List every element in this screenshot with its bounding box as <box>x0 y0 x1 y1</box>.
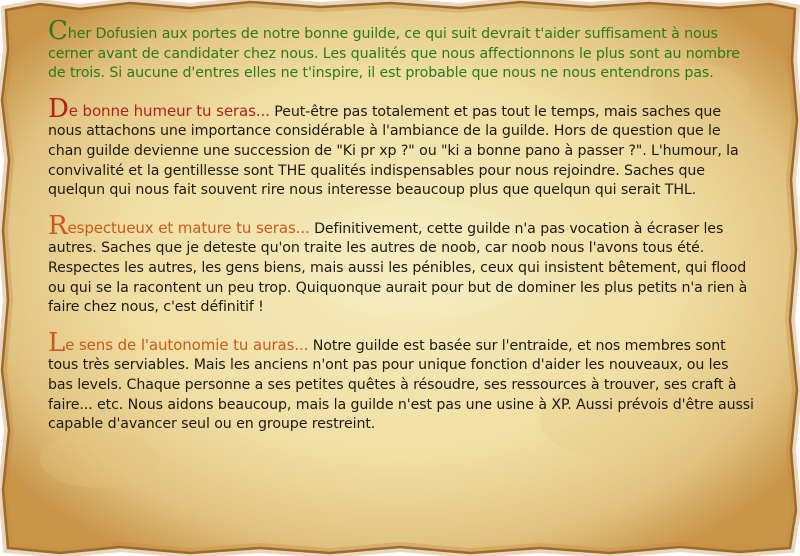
intro-dropcap: C <box>48 16 68 46</box>
section-respectueux <box>48 210 756 318</box>
section-text: Peut-être pas totalement et pas tout le temps, mais saches que nous attachons une importance considérable à l'ambiance de la guilde. Hors de question que le chan guilde devienne une succession de "Ki pr xp ?" ou "ki a bonne pano à passer ?". L'humour, la convivalité et la gentillesse sont THE qualités indispensables pour nous rejoindre. Saches que quelqun qui nous fait souvent rire nous interesse beaucoup plus que quelqun qui serait THL. <box>48 103 739 199</box>
intro-text: her Dofusien aux portes de notre bonne guilde, ce qui suit devrait t'aider suffisament à nous cerner avant de candidater chez nous. Les qualités que nous affectionnons le plus sont au nombre de trois. Si aucune d'entres elles ne t'inspire, il est probable que nous ne nous entendrons pas. <box>48 26 740 82</box>
section-heading: e sens de l'autonomie tu auras... <box>65 335 309 354</box>
letter-content <box>48 16 756 451</box>
section-heading: espectueux et mature tu seras... <box>67 218 310 237</box>
intro-paragraph <box>48 16 756 84</box>
section-autonomie <box>48 327 756 435</box>
section-dropcap: R <box>48 210 68 241</box>
section-heading: e bonne humeur tu seras... <box>68 101 270 120</box>
section-dropcap: L <box>48 327 66 358</box>
section-text: Definitivement, cette guilde n'a pas vocation à écraser les autres. Saches que je deteste qu'on traite les autres de noob, car noob nous l'avons tous été. Respectes les autres, les gens biens, mais aussi les pénibles, ceux qui insistent bêtement, qui flood ou qui se la racontent un peu trop. Quiquonque aurait pour but de dominer les plus petits n'a rien à faire chez nous, c'est définitif ! <box>48 220 748 316</box>
section-bonne-humeur <box>48 93 756 201</box>
section-text: Notre guilde est basée sur l'entraide, et nos membres sont tous très serviables. Mais les anciens n'ont pas pour unique fonction d'aider les nouveaux, ou les bas levels. Chaque personne a ses petites quêtes à résoudre, ses ressources à trouver, ses craft à faire... etc. Nous aidons beaucoup, mais la guilde n'est pas une usine à XP. Aussi prévois d'être aussi capable d'avancer seul ou en groupe restreint. <box>48 337 754 433</box>
section-dropcap: D <box>48 93 69 124</box>
